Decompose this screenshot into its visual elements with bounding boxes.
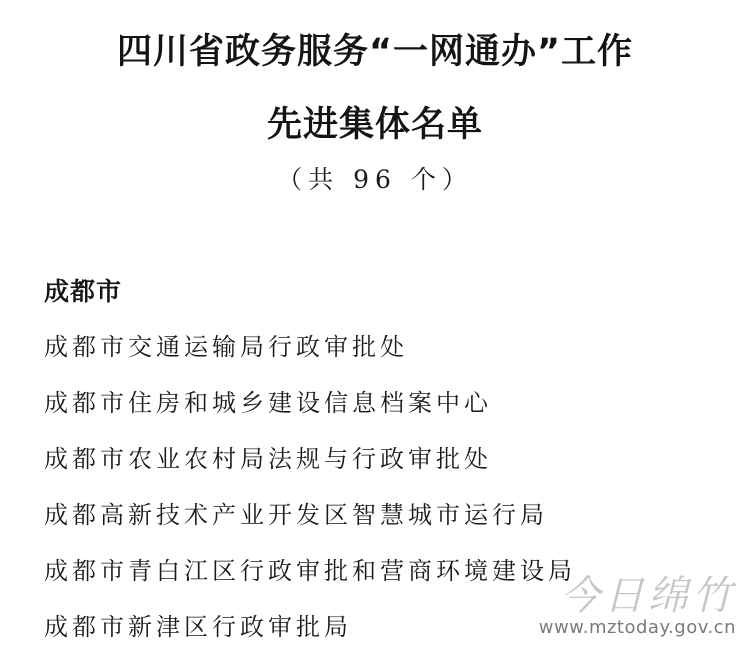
watermark-logo: 今日绵竹: [560, 573, 736, 619]
list-item: 成都市农业农村局法规与行政审批处: [44, 445, 492, 473]
entry-count: （共 96 个）: [277, 165, 473, 194]
list-item: 成都市住房和城乡建设信息档案中心: [44, 389, 492, 417]
list-item: 成都市青白江区行政审批和营商环境建设局: [44, 557, 576, 585]
entry-list: [44, 328, 576, 664]
list-item: 成都市交通运输局行政审批处: [44, 333, 408, 361]
document-title-line-1: 四川省政务服务“一网通办”工作: [116, 32, 633, 72]
section-heading-chengdu: 成都市: [44, 277, 123, 306]
watermark-url: www.mztoday.gov.cn: [538, 617, 736, 638]
list-item: 成都高新技术产业开发区智慧城市运行局: [44, 501, 548, 529]
watermark: [539, 575, 736, 639]
list-item: 成都市新津区行政审批局: [44, 613, 352, 641]
document-title-line-2: 先进集体名单: [266, 105, 483, 145]
